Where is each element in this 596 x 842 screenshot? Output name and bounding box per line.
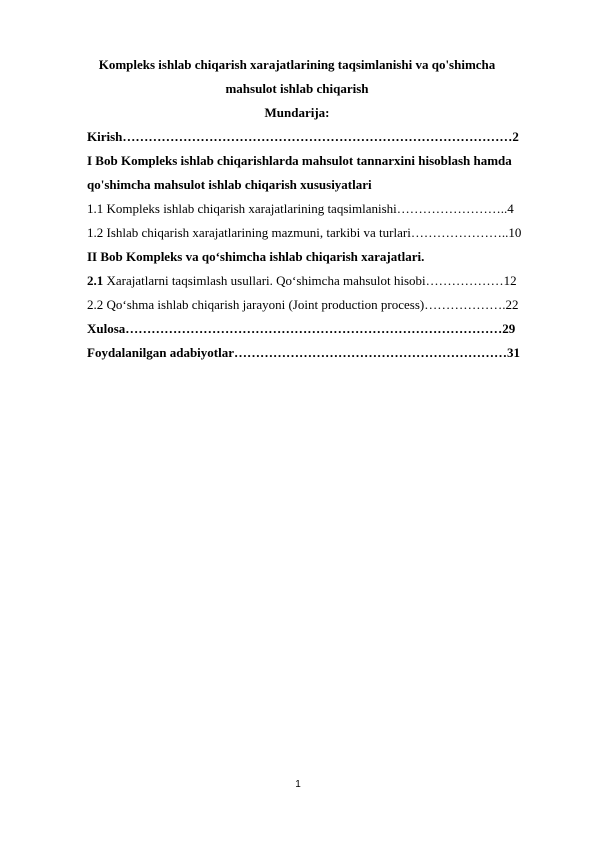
toc-chapter-2: II Bob Kompleks va qo‘shimcha ishlab chiqarish xarajatlari. — [87, 249, 425, 264]
toc-entry-kirish: Kirish………………………………………………………………………………2 — [87, 129, 519, 144]
page-number: 1 — [295, 779, 301, 790]
toc-section-2-2: 2.2 Qo‘shma ishlab chiqarish jarayoni (Joint production process)……………….22 — [87, 297, 519, 312]
toc-section-2-1 — [87, 273, 517, 289]
toc-section-2-1-number: 2.1 — [87, 273, 104, 288]
document-title-line-1: Kompleks ishlab chiqarish xarajatlarining taqsimlanishi va qo'shimcha — [98, 57, 496, 72]
toc-heading: Mundarija: — [264, 105, 330, 120]
toc-section-2-1-text: Xarajatlarni taqsimlash usullari. Qo‘shimcha mahsulot hisobi………………12 — [103, 273, 517, 288]
toc-chapter-1-line-2: qo'shimcha mahsulot ishlab chiqarish xususiyatlari — [87, 177, 372, 192]
toc-entry-adabiyotlar: Foydalanilgan adabiyotlar………………………………………………………31 — [87, 345, 520, 360]
toc-entry-xulosa: Xulosa……………………………………………………………………………29 — [87, 321, 516, 336]
toc-section-1-1: 1.1 Kompleks ishlab chiqarish xarajatlarining taqsimlanishi……………………..4 — [87, 201, 514, 216]
toc-chapter-1-line-1: I Bob Kompleks ishlab chiqarishlarda mahsulot tannarxini hisoblash hamda — [87, 153, 512, 168]
toc-section-1-2: 1.2 Ishlab chiqarish xarajatlarining mazmuni, tarkibi va turlari…………………..10 — [87, 225, 522, 240]
document-title-line-2: mahsulot ishlab chiqarish — [225, 81, 369, 96]
